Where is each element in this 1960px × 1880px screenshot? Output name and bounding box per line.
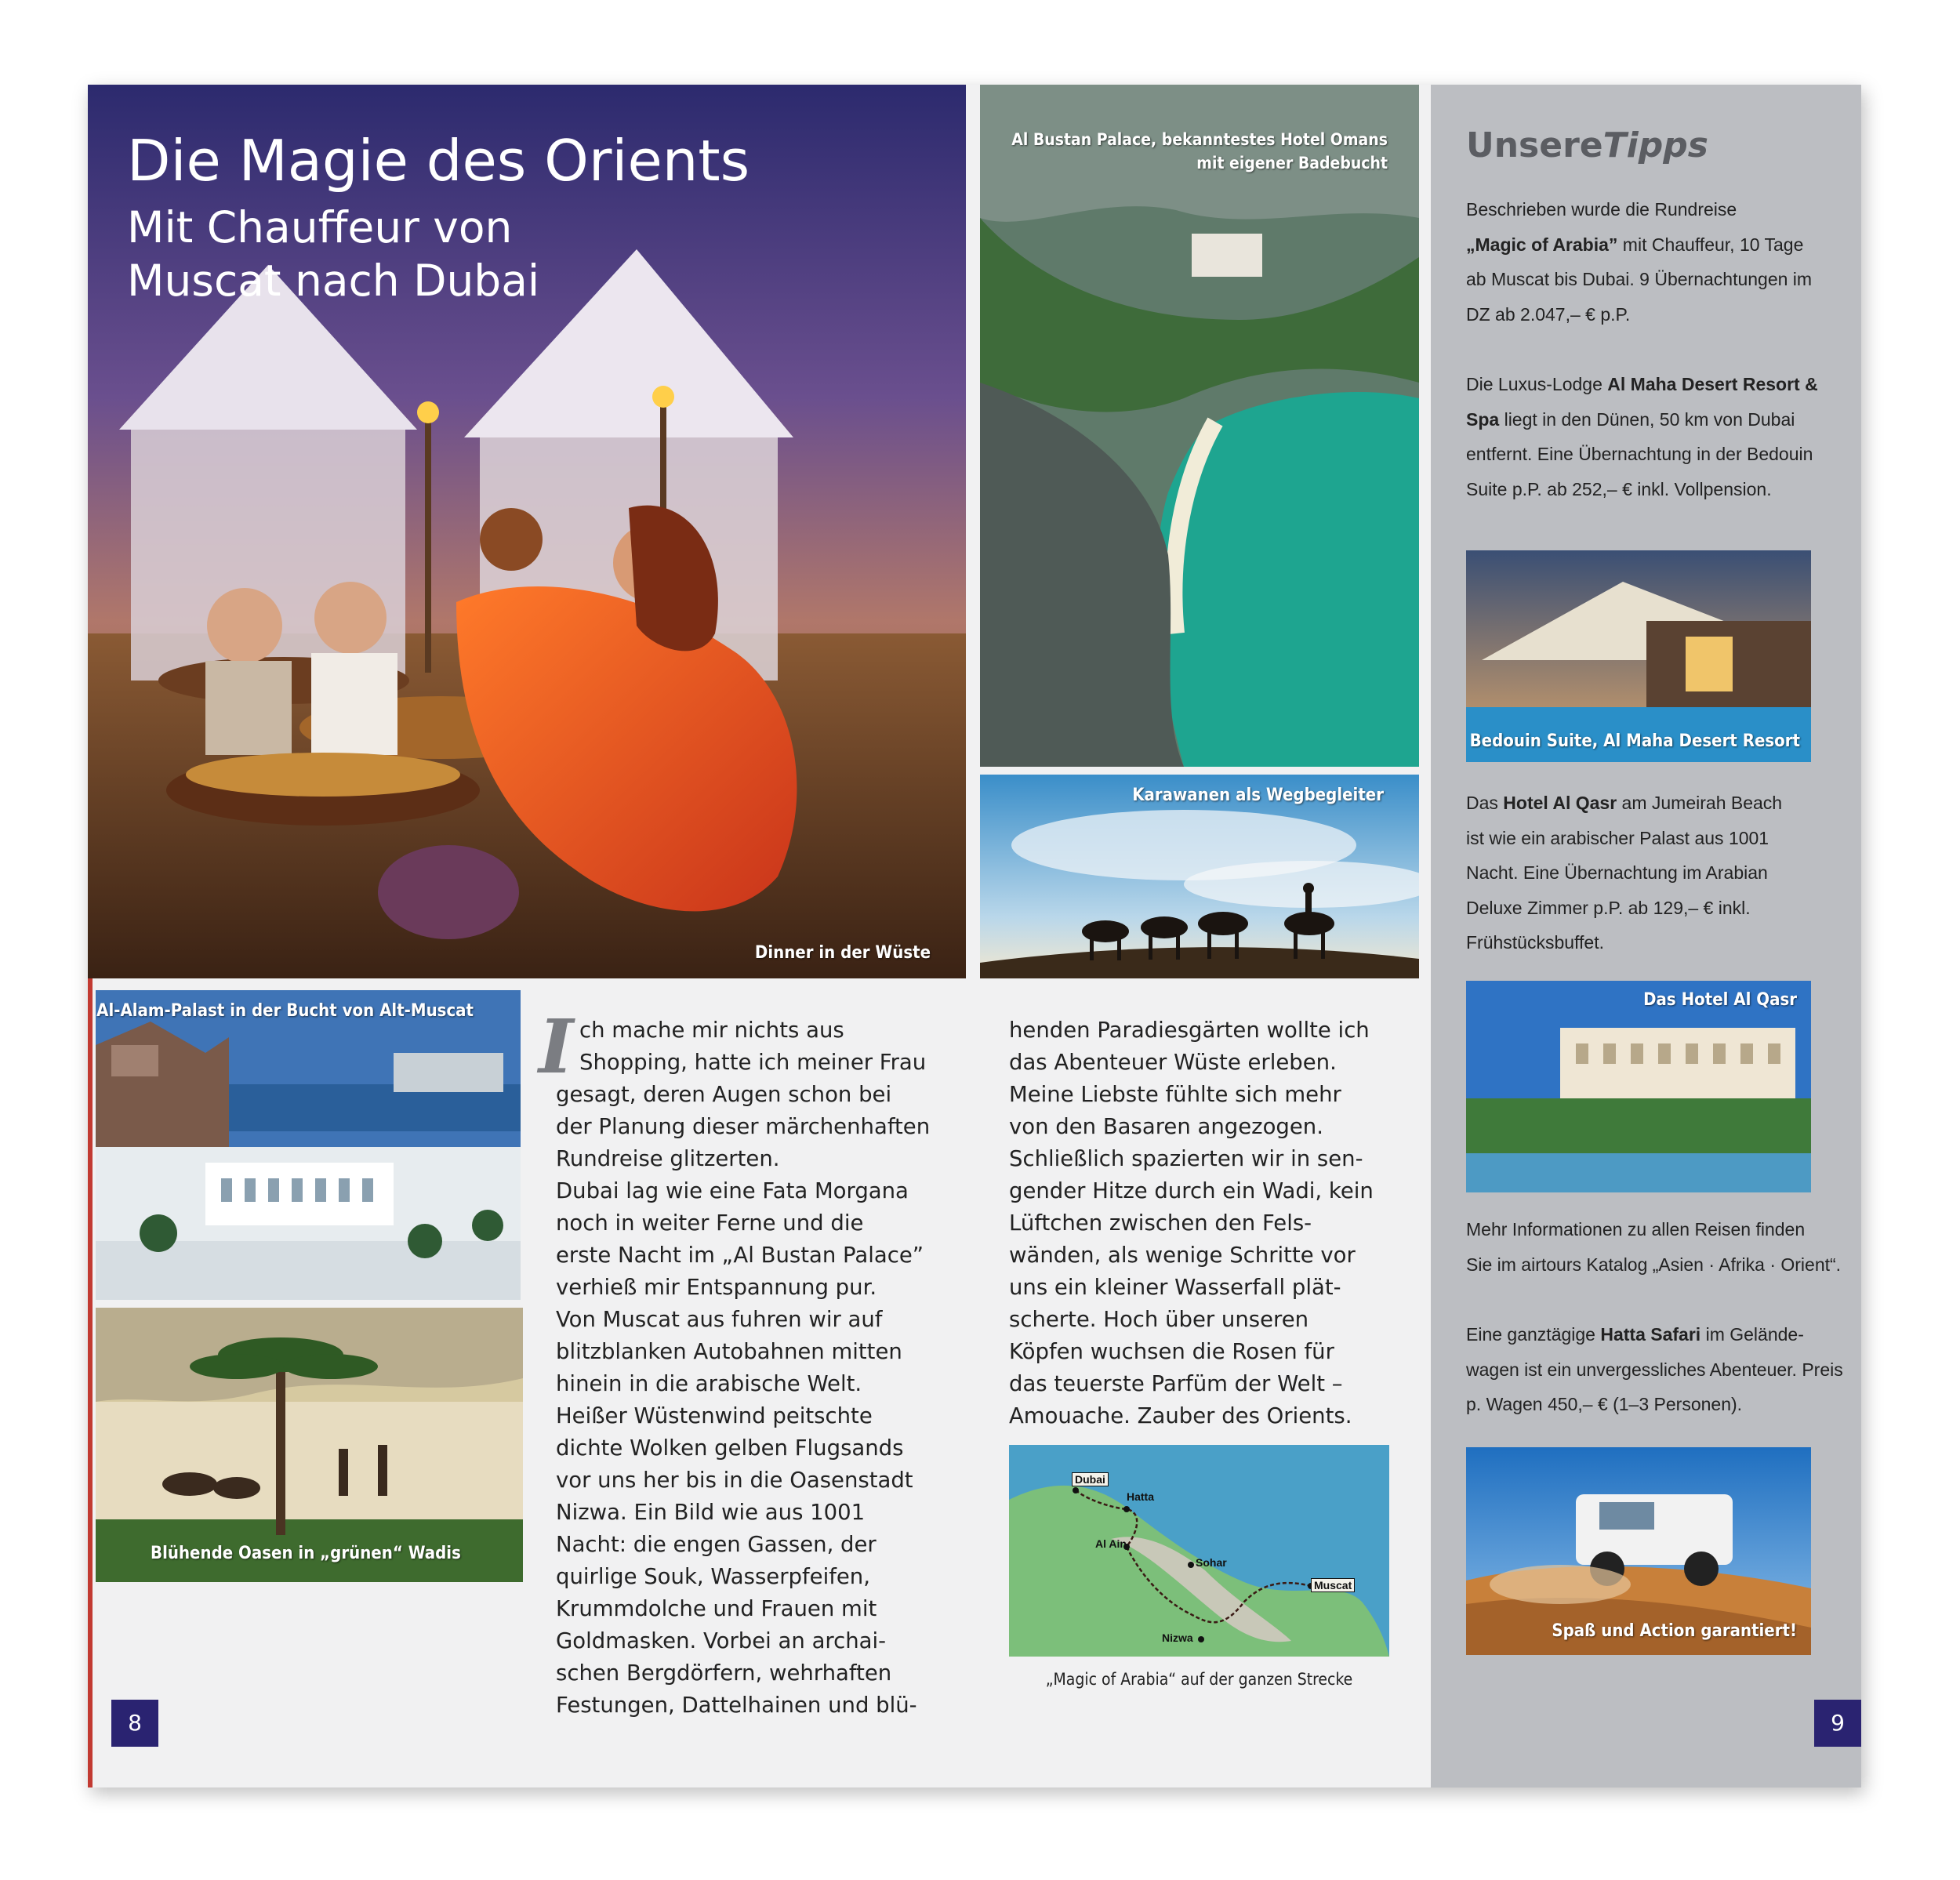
article-line: Amouache. Zauber des Orients. xyxy=(1009,1403,1352,1428)
brochure-spread xyxy=(88,85,1861,1787)
tip-bold: Al Maha Desert Resort & xyxy=(1607,374,1818,394)
oasis-illustration xyxy=(96,1308,523,1582)
map-label-hatta: Hatta xyxy=(1127,1490,1155,1503)
article-line: Heißer Wüstenwind peitschte xyxy=(556,1403,873,1428)
tip-line: Beschrieben wurde die Rundreise xyxy=(1466,199,1737,220)
al-alam-illustration xyxy=(96,990,521,1300)
hero-caption: Dinner in der Wüste xyxy=(754,943,931,963)
tip-line: am Jumeirah Beach xyxy=(1617,793,1783,813)
tips-heading xyxy=(1466,125,1708,165)
article-line: Goldmasken. Vorbei an archai- xyxy=(556,1628,887,1653)
article-line: Köpfen wuchsen die Rosen für xyxy=(1009,1339,1334,1364)
article-line: ch mache mir nichts aus xyxy=(579,1018,844,1043)
map-label-muscat: Muscat xyxy=(1311,1578,1355,1592)
tip-line: Mehr Informationen zu allen Reisen finden xyxy=(1466,1219,1806,1239)
article-line: uns ein kleiner Wasserfall plät- xyxy=(1009,1275,1341,1300)
hero-title: Die Magie des Orients xyxy=(127,128,750,194)
tip-line: ab Muscat bis Dubai. 9 Übernachtungen im xyxy=(1466,269,1813,289)
tip-line: ist wie ein arabischer Palast aus 1001 xyxy=(1466,827,1769,848)
article-line: quirlige Souk, Wasserpfeifen, xyxy=(556,1564,870,1589)
map-label-sohar: Sohar xyxy=(1196,1556,1227,1569)
route-map-illustration xyxy=(1009,1445,1389,1657)
tip-bold: Spa xyxy=(1466,408,1500,430)
route-map xyxy=(1009,1445,1389,1657)
article-line: henden Paradiesgärten wollte ich xyxy=(1009,1018,1370,1043)
tip-line: Deluxe Zimmer p.P. ab 129,– € inkl. xyxy=(1466,897,1751,918)
tip-al-maha xyxy=(1466,367,1818,506)
photo-hatta-safari xyxy=(1466,1447,1811,1655)
tip-al-qasr xyxy=(1466,786,1782,960)
article-line: gesagt, deren Augen schon bei xyxy=(556,1082,892,1107)
photo-hotel-al-qasr xyxy=(1466,981,1811,1192)
al-bustan-illustration xyxy=(980,85,1419,767)
map-label-dubai: Dubai xyxy=(1072,1472,1109,1486)
photo-oasis xyxy=(96,1308,523,1582)
article-line: gender Hitze durch ein Wadi, kein xyxy=(1009,1178,1374,1203)
article-line: erste Nacht im „Al Bustan Palace” xyxy=(556,1243,924,1268)
article-line: Von Muscat aus fuhren wir auf xyxy=(556,1307,883,1332)
al-bustan-caption-line2: mit eigener Badebucht xyxy=(1196,154,1388,172)
photo-bedouin-suite xyxy=(1466,550,1811,762)
caravan-illustration xyxy=(980,775,1419,978)
article-line: der Planung dieser märchenhaften xyxy=(556,1114,931,1139)
tip-line: wagen ist ein unvergessliches Abenteuer. Preis xyxy=(1466,1359,1843,1380)
tip-bold: Hatta Safari xyxy=(1600,1324,1701,1345)
tip-line: p. Wagen 450,– € (1–3 Personen). xyxy=(1466,1394,1743,1414)
tip-line: Sie im airtours Katalog „Asien · Afrika · Orient“. xyxy=(1466,1254,1842,1275)
photo-caravan xyxy=(980,775,1419,978)
tip-magic-of-arabia xyxy=(1466,192,1812,332)
article-line: Lüftchen zwischen den Fels- xyxy=(1009,1210,1312,1236)
hero-photo-desert-dinner xyxy=(88,85,966,978)
article-line: vor uns her bis in die Oasenstadt xyxy=(556,1468,913,1493)
article-line: Festungen, Dattelhainen und blü- xyxy=(556,1693,917,1718)
article-line: Krummdolche und Frauen mit xyxy=(556,1596,877,1621)
article-line: Meine Liebste fühlte sich mehr xyxy=(1009,1082,1341,1107)
article-line: schen Bergdörfern, wehrhaften xyxy=(556,1660,892,1686)
tip-line: Suite p.P. ab 252,– € inkl. Vollpension. xyxy=(1466,478,1772,499)
article-line: hinein in die arabische Welt. xyxy=(556,1371,862,1396)
tip-line: Nacht. Eine Übernachtung im Arabian xyxy=(1466,862,1768,883)
bedouin-caption: Bedouin Suite, Al Maha Desert Resort xyxy=(1469,731,1800,751)
tip-line: Eine ganztägige xyxy=(1466,1324,1601,1345)
tip-line: entfernt. Eine Übernachtung in der Bedouin xyxy=(1466,444,1813,464)
hero-subtitle-line2: Muscat nach Dubai xyxy=(127,256,540,306)
article-line: das teuerste Parfüm der Welt – xyxy=(1009,1371,1343,1396)
bedouin-illustration xyxy=(1466,550,1811,762)
tips-heading-italic: Tipps xyxy=(1602,125,1708,165)
article-line: Schließlich spazierten wir in sen- xyxy=(1009,1146,1363,1171)
tip-line: Die Luxus-Lodge xyxy=(1466,374,1608,394)
page-number-right: 9 xyxy=(1814,1700,1861,1747)
al-bustan-caption-line1: Al Bustan Palace, bekanntestes Hotel Omans xyxy=(1011,130,1388,149)
tip-line: liegt in den Dünen, 50 km von Dubai xyxy=(1499,408,1795,430)
tip-line: im Gelände- xyxy=(1700,1324,1804,1345)
map-label-al-ain: Al Ain xyxy=(1095,1537,1127,1550)
al-alam-caption: Al-Alam-Palast in der Bucht von Alt-Muscat xyxy=(96,1001,474,1021)
article-line: noch in weiter Ferne und die xyxy=(556,1210,864,1236)
photo-al-bustan-palace xyxy=(980,85,1419,767)
article-line: wänden, als wenige Schritte vor xyxy=(1009,1243,1356,1268)
photo-al-alam-palace xyxy=(96,990,521,1300)
tip-bold: „Magic of Arabia” xyxy=(1466,234,1618,255)
tip-line: Frühstücksbuffet. xyxy=(1466,932,1604,953)
page-number-left: 8 xyxy=(111,1700,158,1747)
article-line: Dubai lag wie eine Fata Morgana xyxy=(556,1178,909,1203)
map-label-nizwa: Nizwa xyxy=(1162,1631,1193,1644)
tips-heading-plain: Unsere xyxy=(1466,125,1603,165)
article-line: scherte. Hoch über unseren xyxy=(1009,1307,1309,1332)
tip-bold: Hotel Al Qasr xyxy=(1503,793,1617,813)
article-column-1 xyxy=(556,1014,964,1722)
al-qasr-caption: Das Hotel Al Qasr xyxy=(1643,990,1797,1010)
tip-line: mit Chauffeur, 10 Tage xyxy=(1617,234,1804,255)
tip-line: Das xyxy=(1466,793,1504,813)
article-line: verhieß mir Entspannung pur. xyxy=(556,1275,877,1300)
tip-hatta-safari xyxy=(1466,1317,1843,1422)
tip-more-info xyxy=(1466,1212,1841,1282)
safari-caption: Spaß und Action garantiert! xyxy=(1552,1621,1797,1641)
caravan-caption: Karawanen als Wegbegleiter xyxy=(1132,786,1384,805)
tip-line: DZ ab 2.047,– € p.P. xyxy=(1466,303,1631,325)
oasis-caption: Blühende Oasen in „grünen“ Wadis xyxy=(151,1544,461,1563)
edge-stripe xyxy=(88,978,93,1787)
al-qasr-illustration xyxy=(1466,981,1811,1192)
article-dropcap: I xyxy=(539,1004,574,1091)
hero-subtitle-line1: Mit Chauffeur von xyxy=(127,202,513,252)
article-line: Rundreise glitzerten. xyxy=(556,1146,780,1171)
article-line: Shopping, hatte ich meiner Frau xyxy=(579,1050,927,1075)
map-caption: „Magic of Arabia“ auf der ganzen Strecke xyxy=(1045,1670,1353,1689)
article-line: blitzblanken Autobahnen mitten xyxy=(556,1339,902,1364)
article-line: von den Basaren angezogen. xyxy=(1009,1114,1323,1139)
article-line: dichte Wolken gelben Flugsands xyxy=(556,1435,904,1461)
article-line: Nacht: die engen Gassen, der xyxy=(556,1532,877,1557)
article-column-2 xyxy=(1009,1014,1417,1432)
article-line: das Abenteuer Wüste erleben. xyxy=(1009,1050,1337,1075)
article-line: Nizwa. Ein Bild wie aus 1001 xyxy=(556,1500,866,1525)
